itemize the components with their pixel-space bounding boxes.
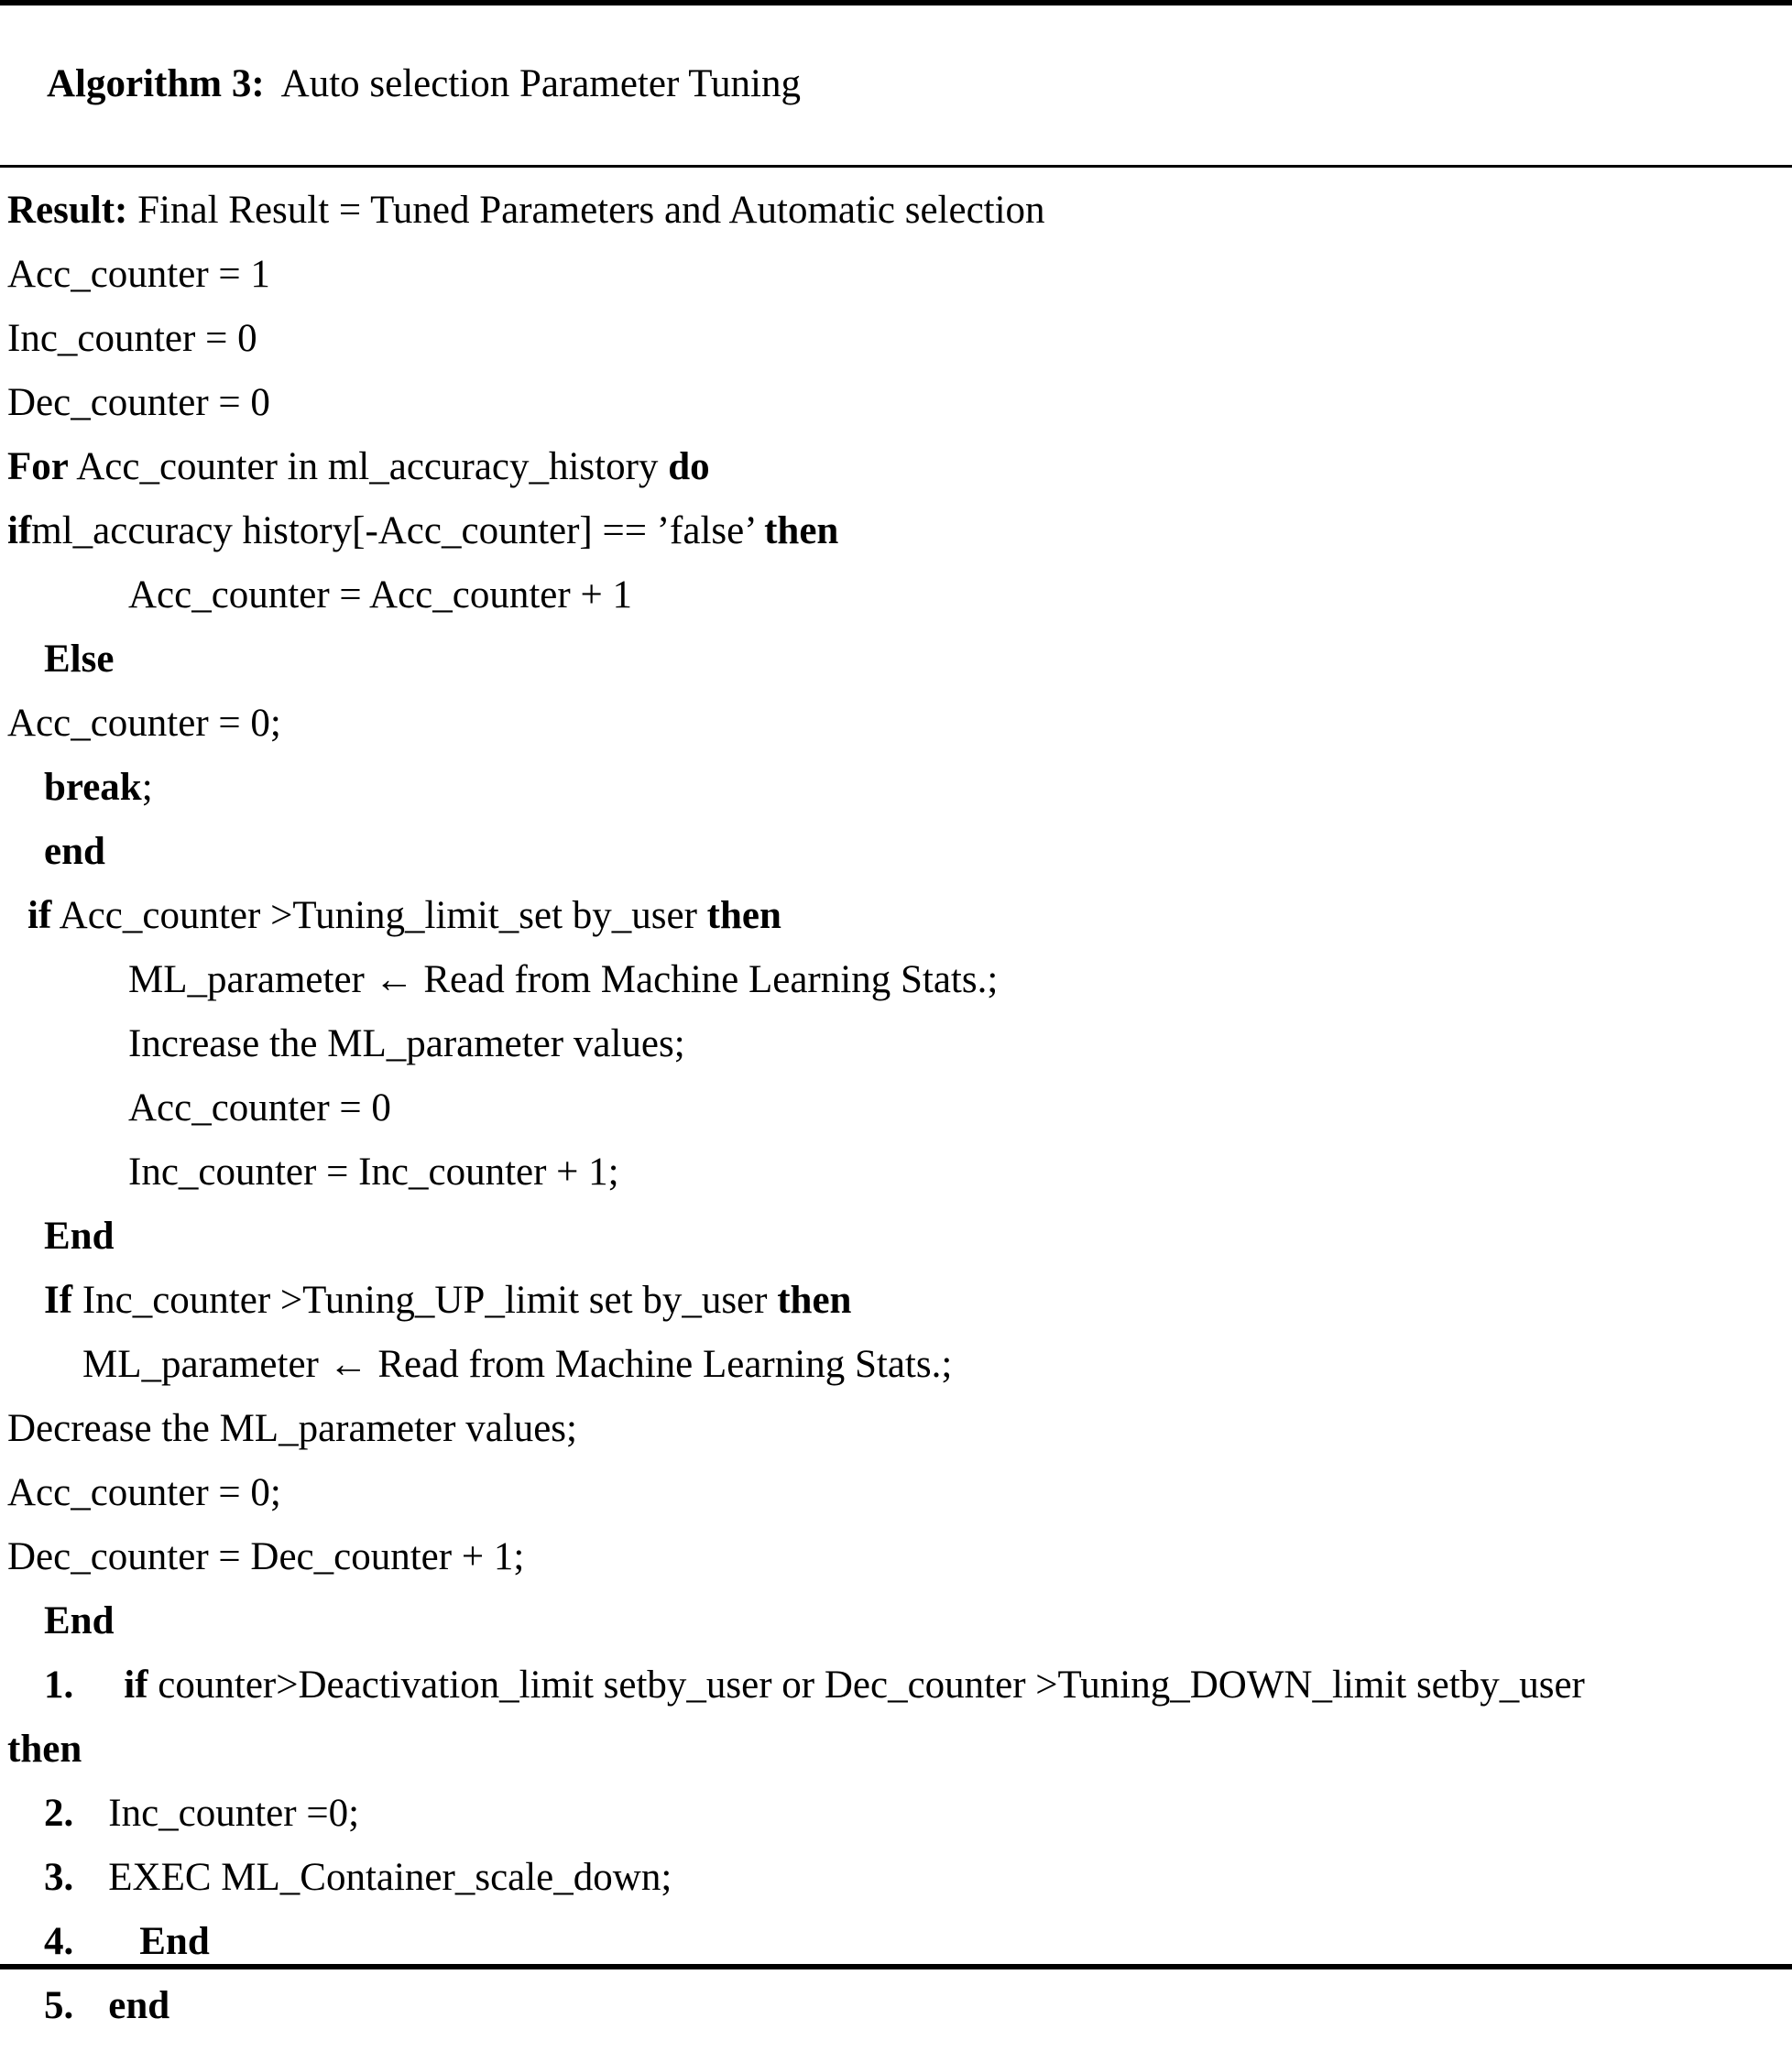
keyword-text: then	[706, 894, 781, 937]
algorithm-line	[0, 692, 1785, 756]
code-text: EXEC ML_Container_scale_down;	[108, 1856, 672, 1899]
algorithm-line	[0, 1269, 1785, 1333]
algorithm-title: Auto selection Parameter Tuning	[280, 62, 801, 105]
code-text: ;	[141, 766, 153, 809]
step-number: 2.	[44, 1792, 74, 1835]
code-text: Acc_counter = 0;	[7, 1471, 281, 1514]
code-text: ml_accuracy history[-Acc_counter] == ’false’	[31, 509, 765, 552]
algorithm-line	[0, 1076, 1785, 1140]
keyword-text: end	[44, 830, 105, 873]
algorithm-line	[0, 243, 1785, 307]
keyword-text: then	[7, 1728, 82, 1771]
code-text: Inc_counter >Tuning_UP_limit set by_user	[72, 1279, 778, 1322]
code-text: Inc_counter =0;	[108, 1792, 360, 1835]
algorithm-line	[0, 179, 1785, 243]
keyword-text: break	[44, 766, 142, 809]
algorithm-line	[0, 1525, 1785, 1589]
keyword-text: If	[44, 1279, 73, 1322]
algorithm-line	[0, 1653, 1785, 1718]
code-text: Acc_counter = 1	[7, 253, 270, 296]
keyword-text: do	[668, 445, 710, 488]
algorithm-line	[0, 1012, 1785, 1076]
algorithm-line	[0, 1461, 1785, 1525]
code-text: Inc_counter = Inc_counter + 1;	[128, 1151, 619, 1194]
code-text: Decrease the ML_parameter values;	[7, 1407, 577, 1450]
algorithm-line	[0, 435, 1785, 499]
algorithm-line	[0, 563, 1785, 627]
algorithm-label: Algorithm 3:	[47, 62, 265, 105]
algorithm-line	[0, 1910, 1785, 1974]
keyword-text: End	[139, 1920, 210, 1963]
code-text: Increase the ML_parameter values;	[128, 1022, 685, 1065]
step-number: 3.	[44, 1856, 74, 1899]
code-text: ML_parameter ← Read from Machine Learning Stats.;	[128, 958, 999, 1001]
algorithm-line	[0, 820, 1785, 884]
keyword-text: End	[44, 1215, 115, 1258]
keyword-text: if	[124, 1664, 148, 1707]
keyword-text: Result:	[7, 189, 138, 232]
code-text: Acc_counter = 0	[128, 1086, 391, 1129]
code-text: Acc_counter >Tuning_limit_set by_user	[51, 894, 707, 937]
code-text: Acc_counter = 0;	[7, 702, 281, 745]
step-number: 4.	[44, 1920, 74, 1963]
code-text: ML_parameter ← Read from Machine Learning Stats.;	[82, 1343, 953, 1386]
code-text: Final Result = Tuned Parameters and Automatic selection	[137, 189, 1045, 232]
algorithm-line	[0, 1718, 1785, 1782]
algorithm-line	[0, 499, 1785, 563]
keyword-text: then	[777, 1279, 852, 1322]
algorithm-line	[0, 1140, 1785, 1205]
algorithm-line	[0, 1333, 1785, 1397]
algorithm-line	[0, 1205, 1785, 1269]
keyword-text: if	[27, 894, 52, 937]
code-text: Dec_counter = Dec_counter + 1;	[7, 1535, 525, 1578]
algorithm-line	[0, 1589, 1785, 1653]
code-text: Acc_counter in ml_accuracy_history	[68, 445, 669, 488]
algorithm-line	[0, 371, 1785, 435]
algorithm-line	[0, 1846, 1785, 1910]
algorithm-line	[0, 756, 1785, 820]
step-number: 1.	[44, 1664, 74, 1707]
keyword-text: end	[108, 1984, 170, 2027]
algorithm-line	[0, 1397, 1785, 1461]
algorithm-header	[0, 5, 1792, 168]
code-text: Acc_counter = Acc_counter + 1	[128, 573, 632, 616]
algorithm-line	[0, 884, 1785, 948]
step-number: 5.	[44, 1984, 74, 2027]
keyword-text: End	[44, 1599, 115, 1642]
algorithm-line	[0, 948, 1785, 1012]
code-text: counter>Deactivation_limit setby_user or Dec_counter >Tuning_DOWN_limit setby_user	[148, 1664, 1585, 1707]
keyword-text: if	[7, 509, 32, 552]
algorithm-line	[0, 307, 1785, 371]
keyword-text: Else	[44, 638, 115, 681]
algorithm-body	[0, 168, 1792, 2051]
algorithm-line	[0, 1782, 1785, 1846]
keyword-text: For	[7, 445, 69, 488]
algorithm-line	[0, 627, 1785, 692]
code-text: Dec_counter = 0	[7, 381, 270, 424]
keyword-text: then	[764, 509, 839, 552]
algorithm-line	[0, 1974, 1785, 2038]
code-text: Inc_counter = 0	[7, 317, 257, 360]
